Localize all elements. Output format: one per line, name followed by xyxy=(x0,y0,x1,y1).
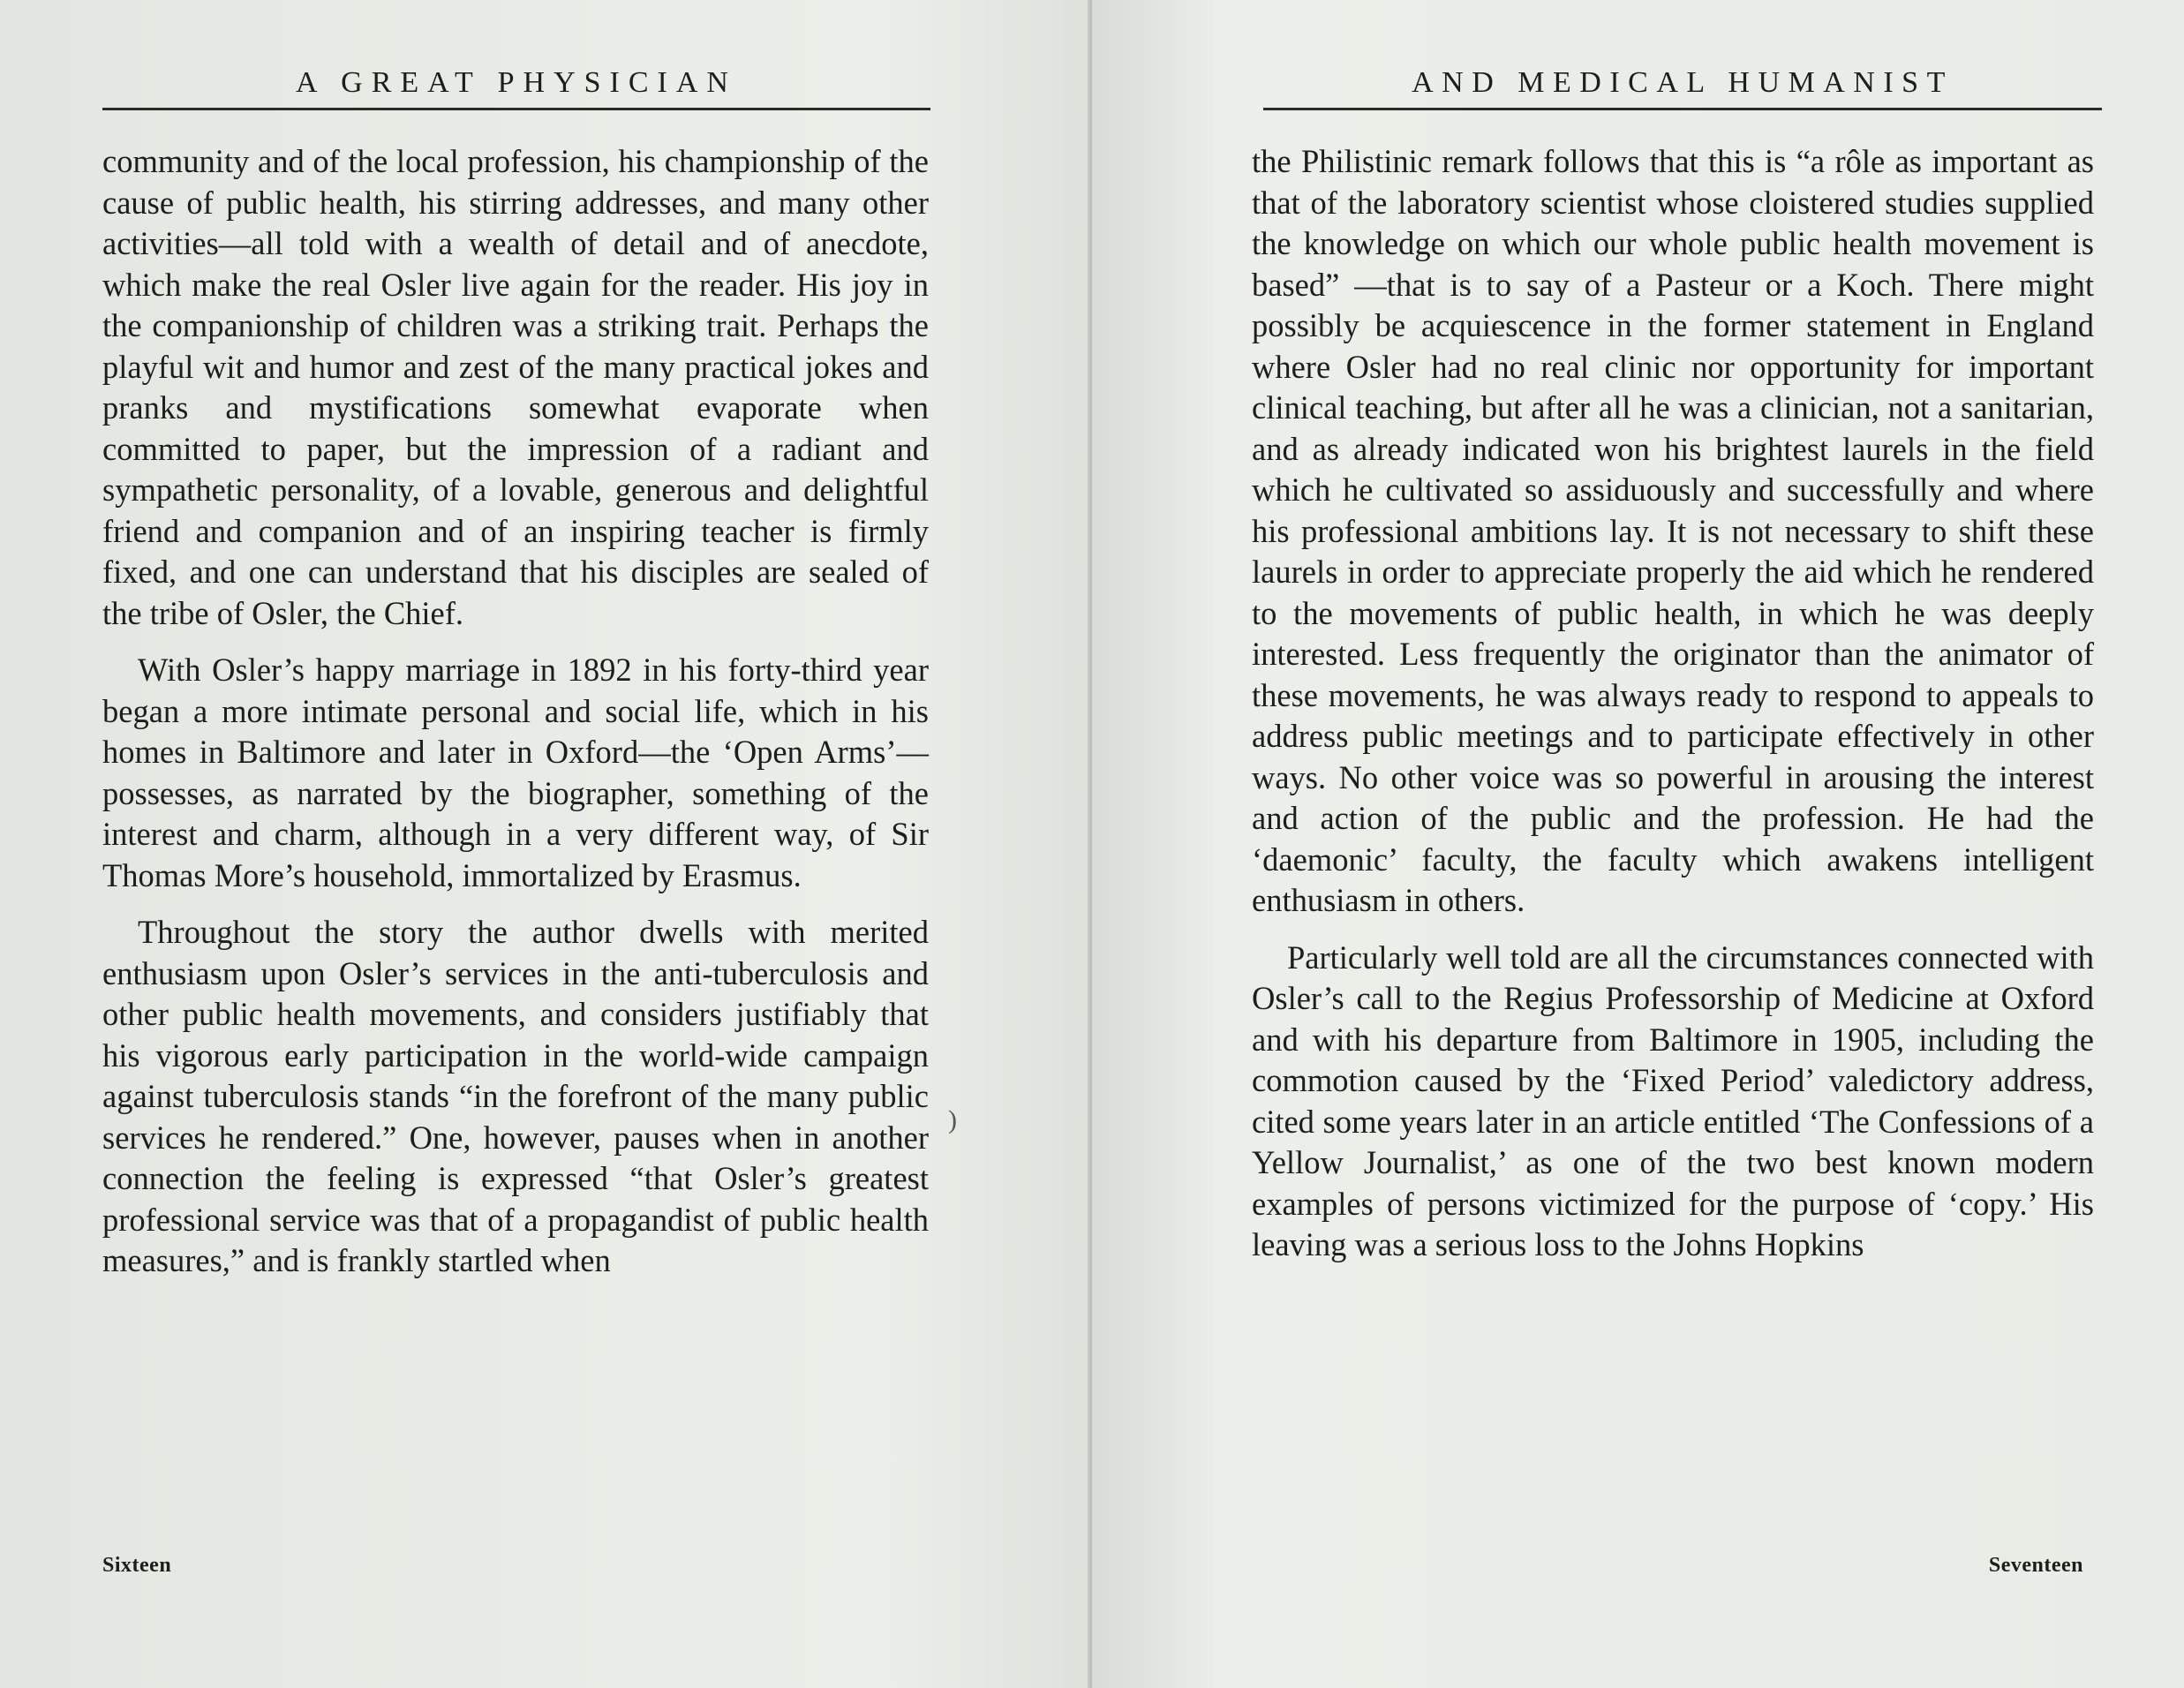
left-running-head: A GREAT PHYSICIAN xyxy=(102,65,930,110)
right-page-text xyxy=(1252,141,2094,1282)
left-paragraph-1: community and of the local profession, his championship of the cause of public health, his stirring addresses, and many other activities—all told with a wealth of detail and of anecdote, which make the real Osler live again for the reader. His joy in the companionship of children was a striking trait. Perhaps the playful wit and humor and zest of the many practical jokes and pranks and mystifications somewhat evaporate when committed to paper, but the impression of a radiant and sympathetic personality, of a lovable, generous and delightful friend and companion and of an inspiring teacher is firmly fixed, and one can understand that his disciples are sealed of the tribe of Osler, the Chief. xyxy=(102,143,929,631)
left-paragraph-2: With Osler’s happy marriage in 1892 in his forty-third year began a more intimate personal and social life, which in his homes in Baltimore and later in Oxford—the ‘Open Arms’—possesses, as narrated by the biographer, something of the interest and charm, although in a very different way, of Sir Thomas More’s household, immortalized by Erasmus. xyxy=(102,652,929,893)
right-page xyxy=(1092,0,2184,1688)
left-page-number: Sixteen xyxy=(102,1554,172,1577)
right-paragraph-2: Particularly well told are all the circumstances connected with Osler’s call to the Regius Professorship of Medicine at Oxford and with his departure from Baltimore in 1905, including the commotion caused by the ‘Fixed Period’ valedictory address, cited some years later in an article entitled ‘The Confessions of a Yellow Journalist,’ as one of the two best known modern examples of persons victimized for the purpose of ‘copy.’ His leaving was a serious loss to the Johns Hopkins xyxy=(1252,938,2094,1262)
left-page-text xyxy=(102,141,929,1298)
right-paragraph-1: the Philistinic remark follows that this is “a rôle as important as that of the laboratory scientist whose cloistered studies supplied the knowledge on which our whole public health movement is based” —that is to say of a Pasteur or a Koch. There might possibly be acquiescence in the former statement in England where Osler had no real clinic nor opportunity for important clinical teaching, but after all he was a clinician, not a sanitarian, and as already indicated won his brightest laurels in the field which he cultivated so assiduously and successfully and where his professional ambitions lay. It is not necessary to shift these laurels in order to appreciate properly the aid which he rendered to the movements of public health, in which he was deeply interested. Less frequently the originator than the animator of these movements, he was always ready to respond to appeals to address public meetings and to participate effectively in other ways. No other voice was so powerful in arousing the interest and action of the public and the profession. He had the ‘daemonic’ faculty, the faculty which awakens intelligent enthusiasm in others. xyxy=(1252,143,2094,918)
right-page-number: Seventeen xyxy=(1988,1554,2083,1577)
right-running-head: AND MEDICAL HUMANIST xyxy=(1263,65,2102,110)
ink-speck: ) xyxy=(948,1105,957,1134)
left-paragraph-3: Throughout the story the author dwells with merited enthusiasm upon Osler’s services in the anti-tuberculosis and other public health movements, and considers justifiably that his vigorous early participation in the world-wide campaign against tuberculosis stands “in the forefront of the many public services he rendered.” One, however, pauses when in another connection the feeling is expressed “that Osler’s greatest professional service was that of a propagandist of public health measures,” and is frankly startled when xyxy=(102,914,929,1278)
